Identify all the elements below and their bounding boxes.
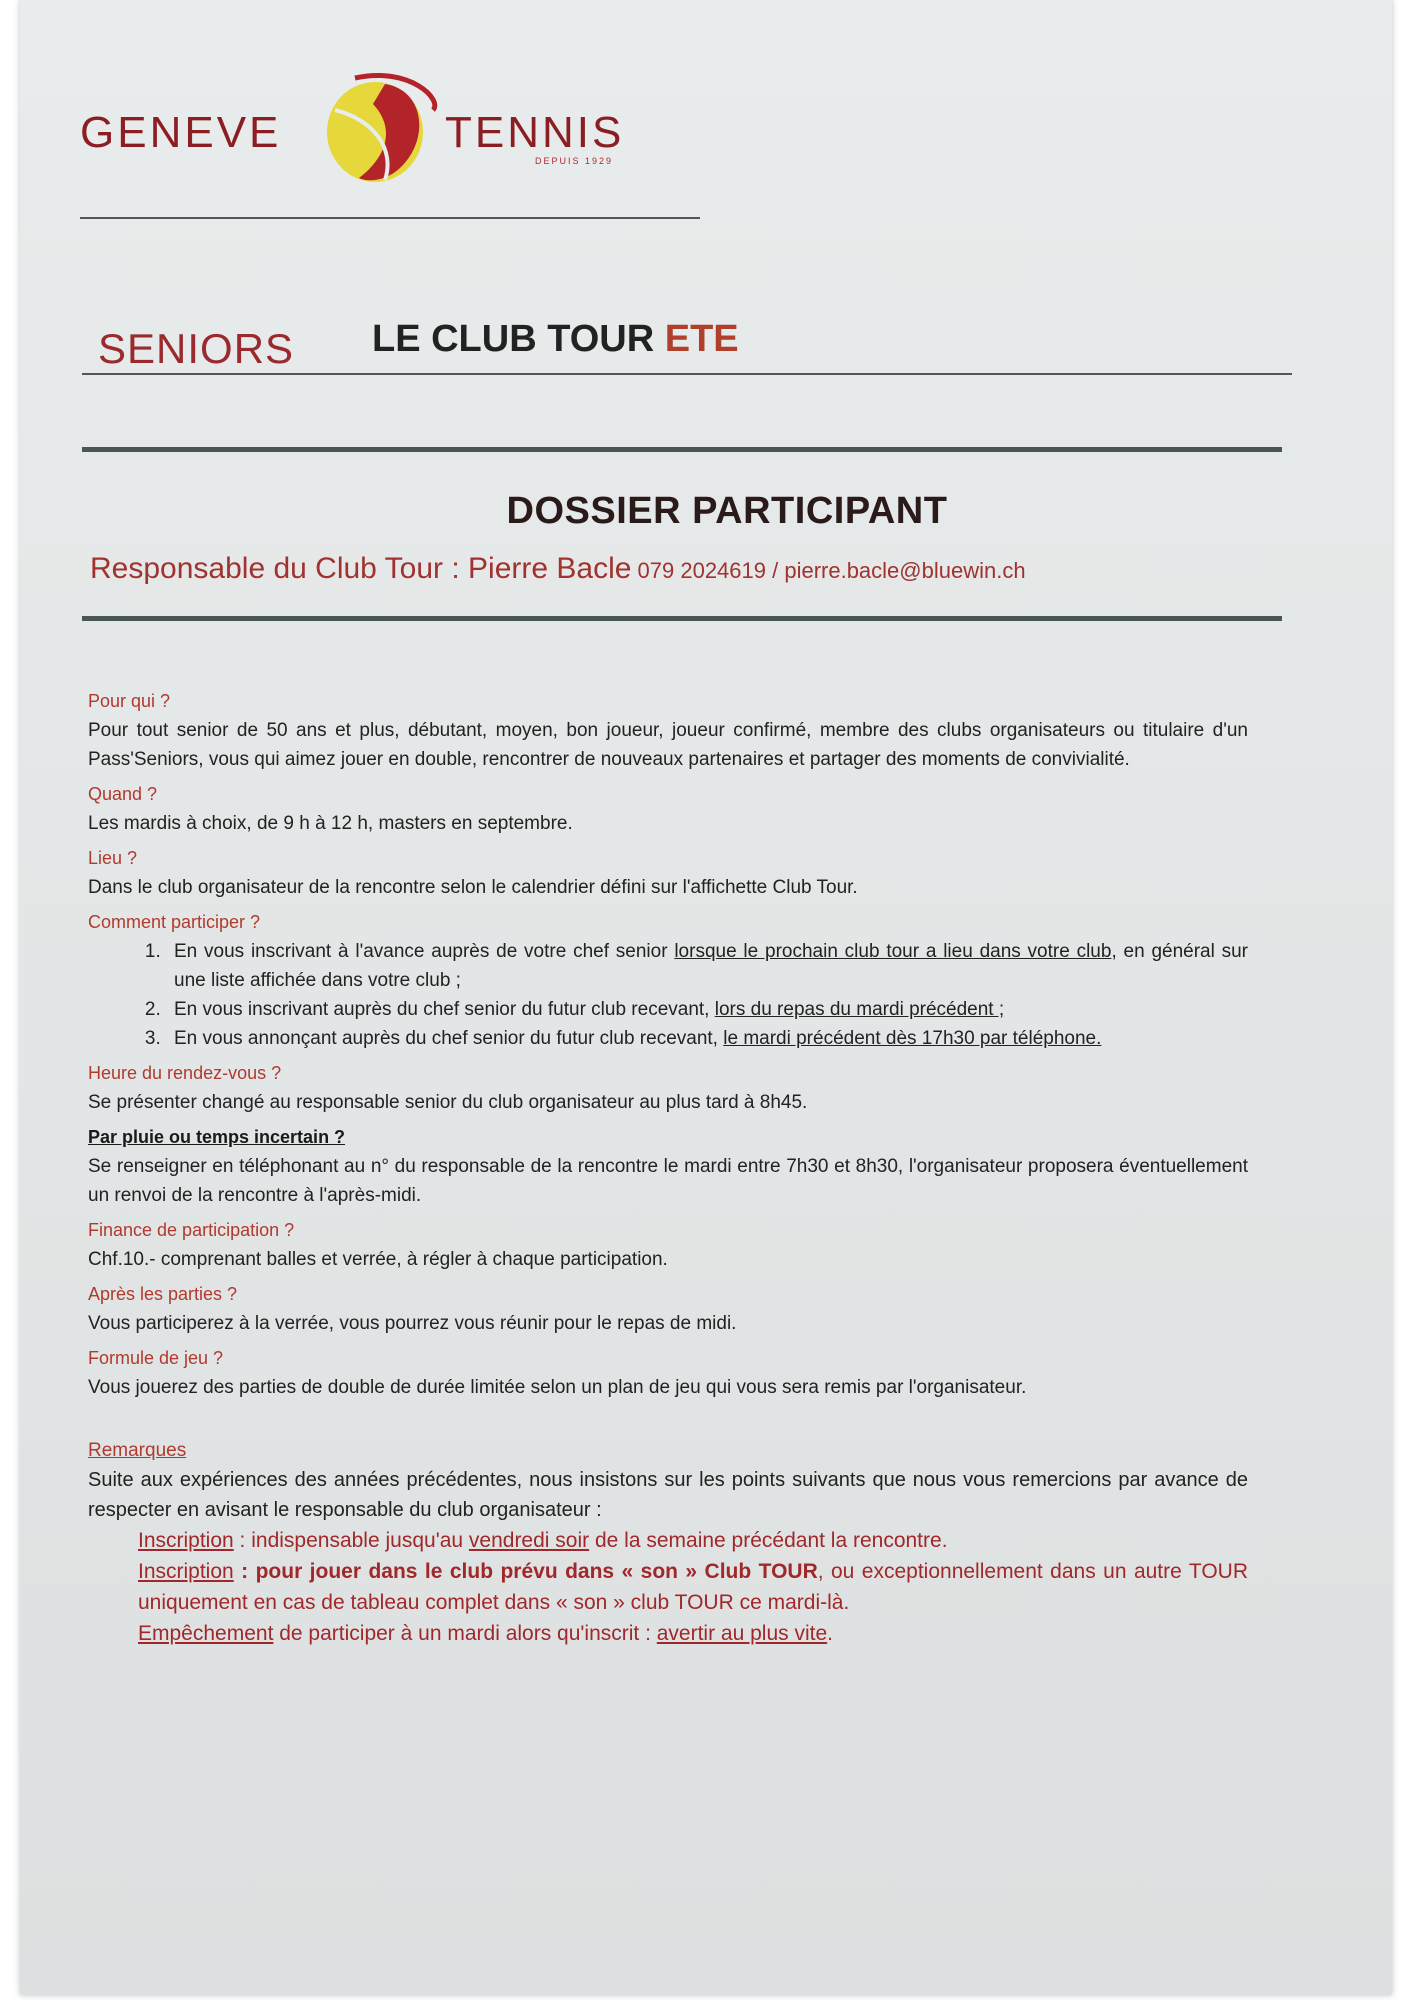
divider xyxy=(82,373,1292,375)
divider xyxy=(80,217,700,219)
responsable-contact: 079 2024619 / pierre.bacle@bluewin.ch xyxy=(631,558,1026,583)
remark-keyword: Inscription xyxy=(138,1560,234,1583)
answer-quand: Les mardis à choix, de 9 h à 12 h, masters en septembre. xyxy=(88,813,573,834)
answer-heure: Se présenter changé au responsable senior du club organisateur au plus tard à 8h45. xyxy=(88,1092,808,1113)
remark-text: de participer à un mardi alors qu'inscrit : xyxy=(273,1622,657,1645)
step-text: , en général sur une liste affichée dans votre club ; xyxy=(174,941,1249,991)
responsable-line xyxy=(90,552,1026,586)
step-emphasis: lors du repas du mardi précédent ; xyxy=(714,999,1005,1020)
question-apres: Après les parties ? xyxy=(88,1284,238,1304)
question-lieu: Lieu ? xyxy=(88,848,138,868)
question-quand: Quand ? xyxy=(88,784,158,804)
divider-thick xyxy=(82,447,1282,452)
question-heure: Heure du rendez-vous ? xyxy=(88,1063,282,1083)
remark-text: . xyxy=(827,1622,834,1645)
answer-apres: Vous participerez à la verrée, vous pourrez vous réunir pour le repas de midi. xyxy=(88,1313,737,1334)
heading-main: LE CLUB TOUR xyxy=(372,318,665,360)
section-label: SENIORS xyxy=(98,325,295,372)
responsable-label: Responsable du Club Tour : Pierre Bacle xyxy=(90,552,632,585)
step-emphasis: le mardi précédent dès 17h30 par téléphone. xyxy=(723,1028,1102,1049)
list-item xyxy=(138,1618,1248,1649)
remark-emphasis: vendredi soir xyxy=(468,1529,590,1552)
list-item xyxy=(138,1556,1248,1618)
remarques-intro: Suite aux expériences des années précédentes, nous insistons sur les points suivants que nous vous remercions par avance de respecter en avisant le responsable du club organisateur : xyxy=(88,1469,1248,1521)
remark-text: : indispensable jusqu'au xyxy=(233,1529,469,1552)
logo-word-geneve: GENEVE xyxy=(80,108,282,157)
heading-accent: ETE xyxy=(664,318,739,360)
geneve-tennis-logo xyxy=(80,70,680,200)
document-body xyxy=(88,687,1248,1649)
question-pour-qui: Pour qui ? xyxy=(88,691,171,711)
question-finance: Finance de participation ? xyxy=(88,1220,295,1240)
question-pluie: Par pluie ou temps incertain ? xyxy=(88,1127,346,1147)
logo-since: DEPUIS 1929 xyxy=(535,156,614,166)
list-item xyxy=(166,1024,1248,1053)
steps-list xyxy=(88,937,1248,1053)
page-title: DOSSIER PARTICIPANT xyxy=(506,490,948,532)
answer-formule: Vous jouerez des parties de double de durée limitée selon un plan de jeu qui vous sera remis par l'organisateur. xyxy=(88,1377,1027,1398)
remark-emphasis: avertir au plus vite xyxy=(656,1622,828,1645)
step-text: En vous annonçant auprès du chef senior du futur club recevant, xyxy=(174,1028,724,1049)
tennis-ball-icon xyxy=(315,70,445,190)
remark-text: , ou exceptionnellement dans un autre TOUR uniquement en cas de tableau complet dans « son » club TOUR ce mardi-là. xyxy=(138,1560,1248,1614)
step-text: En vous inscrivant auprès du chef senior du futur club recevant, xyxy=(174,999,715,1020)
logo-word-tennis: TENNIS xyxy=(445,108,625,157)
question-comment: Comment participer ? xyxy=(88,912,261,932)
answer-pour-qui: Pour tout senior de 50 ans et plus, débutant, moyen, bon joueur, joueur confirmé, membre des clubs organisateurs ou titulaire d'un Pass'Seniors, vous qui aimez jouer en double, rencontrer de nouveaux partenaires et partager des moments de convivialité. xyxy=(88,720,1248,770)
remarques-items xyxy=(88,1525,1248,1649)
answer-lieu: Dans le club organisateur de la rencontre selon le calendrier défini sur l'affichette Club Tour. xyxy=(88,877,858,898)
list-item xyxy=(166,995,1248,1024)
document-heading xyxy=(372,318,739,361)
remark-keyword: Inscription xyxy=(138,1529,234,1552)
remark-keyword: Empêchement xyxy=(138,1622,274,1645)
answer-pluie: Se renseigner en téléphonant au n° du responsable de la rencontre le mardi entre 7h30 et 8h30, l'organisateur proposera éventuellement un renvoi de la rencontre à l'après-midi. xyxy=(88,1156,1248,1206)
remark-bold: : pour jouer dans le club prévu dans « son » Club TOUR xyxy=(233,1560,818,1583)
list-item xyxy=(138,1525,1248,1556)
step-emphasis: lorsque le prochain club tour a lieu dans votre club xyxy=(674,941,1112,962)
divider-thick xyxy=(82,616,1282,621)
question-formule: Formule de jeu ? xyxy=(88,1348,224,1368)
answer-finance: Chf.10.- comprenant balles et verrée, à régler à chaque participation. xyxy=(88,1249,668,1270)
step-text: En vous inscrivant à l'avance auprès de votre chef senior xyxy=(174,941,675,962)
document-page xyxy=(20,0,1392,1995)
remark-text: de la semaine précédant la rencontre. xyxy=(589,1529,948,1552)
list-item xyxy=(166,937,1248,995)
remarques-title: Remarques xyxy=(88,1440,187,1461)
